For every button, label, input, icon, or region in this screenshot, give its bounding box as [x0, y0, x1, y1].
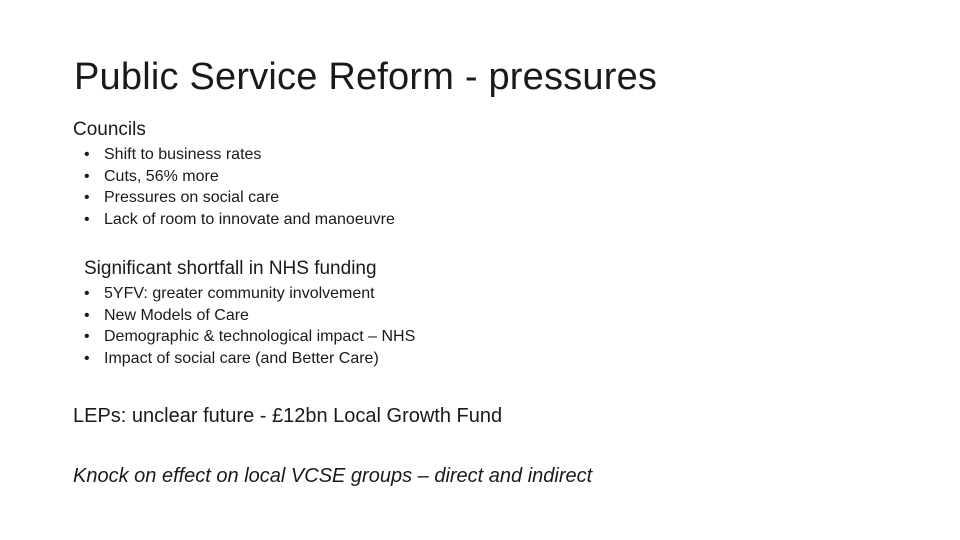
- list-item: [82, 209, 395, 231]
- knock-on-text: Knock on effect on local VCSE groups – direct and indirect: [73, 465, 593, 487]
- bullet-icon: •: [84, 210, 90, 228]
- list-item: [82, 348, 415, 370]
- bullet-text: Shift to business rates: [104, 146, 262, 163]
- list-item: [82, 187, 395, 209]
- bullet-text: 5YFV: greater community involvement: [104, 285, 375, 302]
- bullet-text: Pressures on social care: [104, 189, 280, 206]
- slide-title: Public Service Reform - pressures: [74, 56, 658, 98]
- bullet-icon: •: [84, 349, 90, 367]
- bullet-icon: •: [84, 189, 90, 206]
- nhs-bullet-list: [82, 283, 415, 369]
- bullet-text: New Models of Care: [104, 306, 249, 324]
- list-item: [82, 283, 415, 305]
- bullet-icon: •: [84, 306, 90, 324]
- bullet-icon: •: [84, 285, 90, 302]
- list-item: [82, 305, 415, 327]
- leps-text: LEPs: unclear future - £12bn Local Growth Fund: [73, 405, 503, 427]
- bullet-icon: •: [84, 146, 90, 163]
- councils-heading: Councils: [73, 119, 146, 140]
- list-item: [82, 166, 395, 188]
- bullet-icon: •: [84, 328, 90, 345]
- bullet-text: Demographic & technological impact – NHS: [104, 328, 416, 345]
- list-item: [82, 144, 395, 166]
- list-item: [82, 326, 415, 348]
- bullet-text: Cuts, 56% more: [104, 167, 219, 185]
- bullet-text: Lack of room to innovate and manoeuvre: [104, 210, 395, 228]
- nhs-heading: Significant shortfall in NHS funding: [84, 258, 377, 279]
- bullet-text: Impact of social care (and Better Care): [104, 349, 379, 367]
- councils-bullet-list: [82, 144, 395, 230]
- bullet-icon: •: [84, 167, 90, 185]
